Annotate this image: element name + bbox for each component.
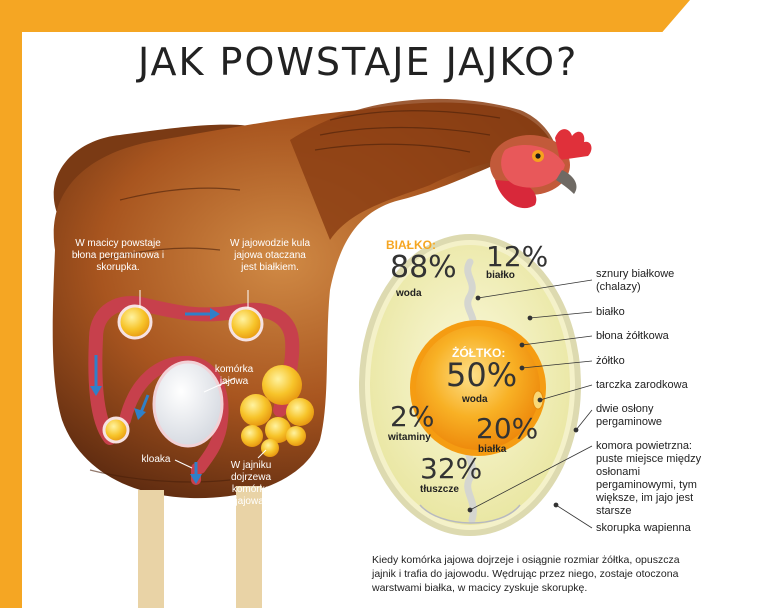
albumen-protein-percent: 12% <box>486 240 549 273</box>
ovum-top-left <box>119 306 151 338</box>
label-egg-cell: komórka jajowa <box>214 364 254 387</box>
caption: Kiedy komórka jajowa dojrzeje i osiągnie rozmiar żółtka, opuszcza jajnik i trafia do jajowodu. Wędrując przez niego, zostaje otoczona warstwami białka, w macicy zyskuje skorupkę. <box>372 554 680 594</box>
albumen-title: BIAŁKO: <box>386 238 436 252</box>
yolk-vitamins-label: witaminy <box>388 432 431 443</box>
yolk-protein-percent: 20% <box>476 412 539 445</box>
callout-membranes: dwie osłony pergaminowe <box>596 403 663 428</box>
yolk-fat-percent: 32% <box>420 452 483 485</box>
label-uterus: W macicy powstaje błona pergaminowa i skorupka. <box>71 238 165 273</box>
albumen-water-label: woda <box>396 288 422 299</box>
label-cloaca: kloaka <box>141 454 171 465</box>
hen-comb <box>555 129 591 160</box>
callout-vitelline-membrane: błona żółtkowa <box>596 330 669 342</box>
albumen-protein-label: białko <box>486 270 515 281</box>
page-title: JAK POWSTAJE JAJKO? <box>138 40 579 84</box>
yolk-fat-label: tłuszcze <box>420 484 459 495</box>
yolk-water-percent: 50% <box>446 356 518 394</box>
yolk-title: ŻÓŁTKO: <box>452 346 506 360</box>
yolk-vitamins-percent: 2% <box>390 400 435 433</box>
label-oviduct: W jajowodzie kula jajowa otaczana jest białkiem. <box>229 238 311 273</box>
albumen-water-percent: 88% <box>390 250 457 285</box>
callout-yolk: żółtko <box>596 355 625 367</box>
label-ovary: W jajniku dojrzewa komórka jajowa. <box>230 460 272 507</box>
callout-albumen: białko <box>596 306 625 318</box>
yolk-protein-label: białka <box>478 444 507 455</box>
callout-air-cell: komora powietrzna: puste miejsce między osłonami pergaminowymi, tym większe, im jajo jest starsze <box>596 440 702 517</box>
ovum-bottom-left <box>104 418 128 442</box>
yolk-water-label: woda <box>462 394 488 405</box>
ovum-top-right <box>230 308 262 340</box>
callout-chalazae: sznury białkowe (chalazy) <box>596 268 675 293</box>
callout-shell: skorupka wapienna <box>596 522 691 534</box>
callout-germinal-disc: tarczka zarodkowa <box>596 379 688 391</box>
